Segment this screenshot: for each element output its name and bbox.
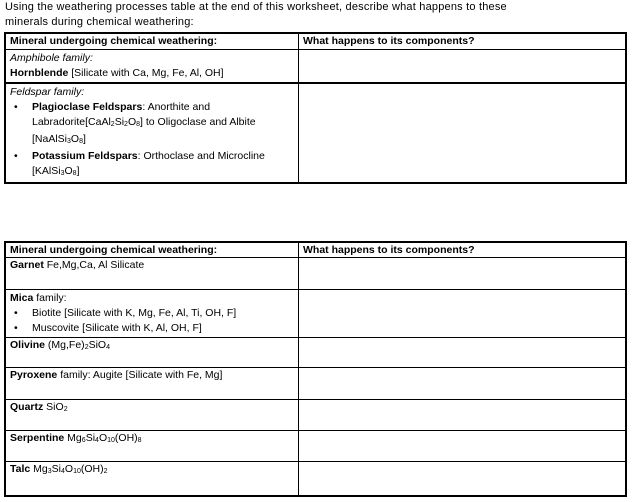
mica-family: family: xyxy=(33,292,67,304)
sub: 3 xyxy=(67,137,71,145)
sub: 2 xyxy=(110,120,115,128)
sub: 2 xyxy=(124,120,128,128)
row-quartz xyxy=(5,400,299,431)
potassium-desc-2c: O xyxy=(64,164,73,177)
hornblende-description: [Silicate with Ca, Mg, Fe, Al, OH] xyxy=(71,66,224,79)
garnet-desc: Fe,Mg,Ca, Al Silicate xyxy=(43,259,145,271)
talc-name: Talc xyxy=(10,463,31,475)
row-pyroxene xyxy=(5,368,299,400)
serp-a: Mg xyxy=(64,432,82,444)
sub: 8 xyxy=(72,169,77,177)
sub: 2 xyxy=(63,406,68,413)
weathering-table-1 xyxy=(4,32,627,184)
sub: 2 xyxy=(84,344,89,351)
garnet-name: Garnet xyxy=(10,259,44,271)
potassium-name: Potassium Feldspars xyxy=(32,149,138,162)
serp-c: Si xyxy=(85,432,96,444)
answer-cell-quartz[interactable] xyxy=(299,400,627,431)
column-header-components-2: What happens to its components? xyxy=(299,242,627,258)
olivine-a: (Mg,Fe) xyxy=(45,339,85,351)
row-amphibole xyxy=(5,49,299,83)
plagioclase-desc-2c: Si xyxy=(114,115,125,128)
pyroxene-desc: family: Augite [Silicate with Fe, Mg] xyxy=(57,369,223,381)
row-serpentine xyxy=(5,431,299,462)
plagioclase-desc-3e: ] xyxy=(83,132,86,145)
feldspar-family-label: Feldspar family: xyxy=(10,85,85,98)
plagioclase-desc-3a: [NaAlSi xyxy=(32,132,68,145)
plagioclase-name: Plagioclase Feldspars xyxy=(32,100,143,113)
plagioclase-desc-2a: Labradorite[CaAl xyxy=(32,115,111,128)
answer-cell-pyroxene[interactable] xyxy=(299,368,627,400)
row-garnet xyxy=(5,258,299,290)
talc-c: Si xyxy=(51,463,61,475)
pyroxene-name: Pyroxene xyxy=(10,369,58,381)
sub: 2 xyxy=(103,468,108,475)
instructions xyxy=(5,0,605,30)
hornblende-name: Hornblende xyxy=(10,66,69,79)
talc-g: (OH) xyxy=(80,463,104,475)
list-item-muscovite: • Muscovite [Silicate with K, Al, OH, F] xyxy=(10,321,294,336)
answer-cell-garnet[interactable] xyxy=(299,258,627,290)
sub: 10 xyxy=(73,468,81,475)
sub: 10 xyxy=(107,437,115,444)
sub: 3 xyxy=(60,169,65,177)
row-olivine xyxy=(5,338,299,368)
instructions-line-1: Using the weathering processes table at the end of this worksheet, describe what happens to these xyxy=(5,1,507,13)
answer-cell-talc[interactable] xyxy=(299,462,627,496)
amphibole-family-label: Amphibole family: xyxy=(10,51,93,64)
plagioclase-desc-3c: O xyxy=(70,132,80,145)
plagioclase-desc-2e: O xyxy=(127,115,137,128)
answer-cell-amphibole[interactable] xyxy=(299,49,627,83)
potassium-desc-1: : Orthoclase and Microcline xyxy=(137,149,265,162)
plagioclase-desc-1: : Anorthite and xyxy=(142,100,211,113)
potassium-desc-2e: ] xyxy=(76,164,80,177)
olivine-name: Olivine xyxy=(10,339,46,351)
potassium-desc-2a: [KAlSi xyxy=(32,164,61,177)
mica-name: Mica xyxy=(10,292,34,304)
column-header-components: What happens to its components? xyxy=(299,33,627,49)
sub: 8 xyxy=(137,437,142,444)
sub: 8 xyxy=(79,137,83,145)
sub: 6 xyxy=(81,437,86,444)
serp-g: (OH) xyxy=(114,432,138,444)
olivine-c: SiO xyxy=(88,339,107,351)
serpentine-name: Serpentine xyxy=(10,432,65,444)
list-item-plagioclase xyxy=(10,100,294,149)
sub: 4 xyxy=(106,344,111,351)
talc-e: O xyxy=(64,463,74,475)
plagioclase-desc-2g: ] to Oligoclase and Albite xyxy=(140,115,256,128)
answer-cell-serpentine[interactable] xyxy=(299,431,627,462)
list-item-biotite: • Biotite [Silicate with K, Mg, Fe, Al, Ti, OH, F] xyxy=(10,306,294,321)
list-item-potassium xyxy=(10,149,294,181)
answer-cell-mica[interactable] xyxy=(299,290,627,338)
row-talc xyxy=(5,462,299,496)
answer-cell-feldspar[interactable] xyxy=(299,83,627,183)
quartz-name: Quartz xyxy=(10,401,44,413)
sub: 8 xyxy=(136,120,141,128)
sub: 3 xyxy=(47,468,52,475)
weathering-table-2 xyxy=(4,241,627,497)
column-header-mineral-2: Mineral undergoing chemical weathering: xyxy=(5,242,299,258)
column-header-mineral: Mineral undergoing chemical weathering: xyxy=(5,33,299,49)
row-feldspar xyxy=(5,83,299,183)
quartz-a: SiO xyxy=(43,401,64,413)
serp-e: O xyxy=(98,432,108,444)
sub: 4 xyxy=(61,468,65,475)
instructions-line-2: minerals during chemical weathering: xyxy=(5,16,194,28)
answer-cell-olivine[interactable] xyxy=(299,338,627,368)
sub: 4 xyxy=(95,437,99,444)
row-mica xyxy=(5,290,299,338)
talc-a: Mg xyxy=(30,463,48,475)
